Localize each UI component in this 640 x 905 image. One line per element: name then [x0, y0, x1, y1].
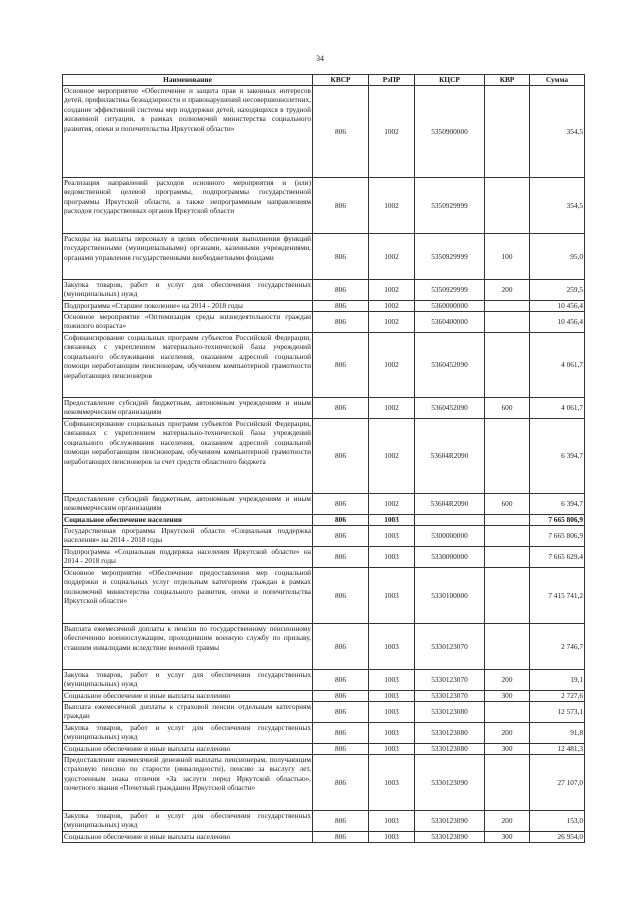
cell-kcsr: 53604R2090	[415, 494, 485, 515]
cell-kvsr: 806	[313, 744, 369, 755]
cell-rzpr: 1002	[369, 398, 415, 419]
cell-rzpr: 1003	[369, 526, 415, 547]
cell-rzpr: 1003	[369, 832, 415, 843]
cell-sum: 354,5	[530, 86, 585, 178]
cell-kcsr: 5300000000	[415, 526, 485, 547]
cell-sum: 259,5	[530, 280, 585, 301]
cell-sum: 2 746,7	[530, 624, 585, 670]
cell-name: Основное мероприятие «Обеспечение предоставления мер социальной поддержки и социальных услуг отдельным категориям граждан в рамках полномочий министерства социального развития, опеки и попечительства Иркутской области»	[63, 568, 313, 624]
cell-kcsr: 5330123070	[415, 670, 485, 691]
cell-kvsr: 806	[313, 301, 369, 312]
cell-sum: 12 573,1	[530, 702, 585, 723]
header-kcsr: КЦСР	[415, 75, 485, 86]
table-row	[63, 86, 585, 178]
cell-kcsr: 5360400000	[415, 312, 485, 333]
cell-kvsr: 806	[313, 280, 369, 301]
cell-kvsr: 806	[313, 691, 369, 702]
table-row	[63, 723, 585, 744]
cell-kcsr: 53604R2090	[415, 419, 485, 494]
table-header-row	[63, 75, 585, 86]
cell-name: Выплата ежемесячной доплаты к страховой пенсии отдельным категориям граждан	[63, 702, 313, 723]
page-number: 34	[316, 54, 324, 63]
table-row	[63, 398, 585, 419]
cell-kcsr: 5350929999	[415, 234, 485, 280]
table-row	[63, 419, 585, 494]
cell-name: Социальное обеспечение населения	[63, 515, 313, 526]
table-row	[63, 280, 585, 301]
cell-name: Предоставление субсидий бюджетным, автономным учреждениям и иным некоммерческим организациям	[63, 494, 313, 515]
cell-rzpr: 1003	[369, 723, 415, 744]
cell-kvr	[485, 755, 530, 811]
cell-name: Основное мероприятие «Оптимизация среды жизнедеятельности граждан пожилого возраста»	[63, 312, 313, 333]
cell-kvr	[485, 547, 530, 568]
cell-rzpr: 1002	[369, 301, 415, 312]
cell-kvsr: 806	[313, 419, 369, 494]
table-row	[63, 744, 585, 755]
table-row	[63, 494, 585, 515]
cell-kcsr	[415, 515, 485, 526]
cell-kcsr: 5350900000	[415, 86, 485, 178]
cell-kcsr: 5330123090	[415, 811, 485, 832]
cell-rzpr: 1003	[369, 755, 415, 811]
table-row	[63, 624, 585, 670]
table-row	[63, 702, 585, 723]
table-row	[63, 670, 585, 691]
cell-sum: 26 954,0	[530, 832, 585, 843]
cell-name: Подпрограмма «Социальная поддержка населения Иркутской области» на 2014 - 2018 годы	[63, 547, 313, 568]
cell-sum: 7 665 806,9	[530, 526, 585, 547]
table-row	[63, 178, 585, 234]
table-row	[63, 333, 585, 398]
cell-kcsr: 5330123080	[415, 702, 485, 723]
cell-name: Закупка товаров, работ и услуг для обеспечения государственных (муниципальных) нужд	[63, 280, 313, 301]
header-rzpr: РзПР	[369, 75, 415, 86]
cell-kvr: 300	[485, 832, 530, 843]
cell-kvsr: 806	[313, 515, 369, 526]
cell-sum: 4 061,7	[530, 398, 585, 419]
cell-kcsr: 5330100000	[415, 568, 485, 624]
cell-name: Социальное обеспечение и иные выплаты населению	[63, 832, 313, 843]
cell-kvr	[485, 515, 530, 526]
cell-sum: 6 394,7	[530, 494, 585, 515]
cell-rzpr: 1003	[369, 702, 415, 723]
cell-name: Предоставление субсидий бюджетным, автономным учреждениям и иным некоммерческим организациям	[63, 398, 313, 419]
cell-rzpr: 1003	[369, 670, 415, 691]
cell-kvsr: 806	[313, 312, 369, 333]
cell-kcsr: 5330123080	[415, 744, 485, 755]
cell-kvr	[485, 312, 530, 333]
cell-kvsr: 806	[313, 832, 369, 843]
cell-sum: 19,1	[530, 670, 585, 691]
cell-kvr	[485, 178, 530, 234]
cell-kvsr: 806	[313, 723, 369, 744]
cell-kcsr: 5330123070	[415, 691, 485, 702]
cell-kcsr: 5330123080	[415, 723, 485, 744]
cell-kvr	[485, 419, 530, 494]
table-row	[63, 811, 585, 832]
cell-rzpr: 1003	[369, 811, 415, 832]
table-row	[63, 301, 585, 312]
cell-kvr	[485, 86, 530, 178]
header-kvsr: КВСР	[313, 75, 369, 86]
cell-rzpr: 1003	[369, 547, 415, 568]
cell-kvr: 200	[485, 280, 530, 301]
cell-sum: 7 415 741,2	[530, 568, 585, 624]
cell-name: Софинансирование социальных программ субъектов Российской Федерации, связанных с укреплением материально-технической базы учреждений социального обслуживания населения, оказанием адресной социальной помощи неработающим пенсионерам, обучением компьютерной грамотности неработающих пенсионеров за счет средств областного бюджета	[63, 419, 313, 494]
cell-kvr: 100	[485, 234, 530, 280]
cell-name: Предоставление ежемесячной денежной выплаты пенсионерам, получающим страховую пенсию по старости (инвалидности), пенсию за выслугу лет, удостоенным знака отличия «За заслуги перед Иркутской областью», почетного звания «Почетный гражданин Иркутской области»	[63, 755, 313, 811]
cell-name: Социальное обеспечение и иные выплаты населению	[63, 691, 313, 702]
cell-kvsr: 806	[313, 86, 369, 178]
cell-kcsr: 5330000000	[415, 547, 485, 568]
cell-rzpr: 1002	[369, 333, 415, 398]
table-row	[63, 755, 585, 811]
cell-sum: 4 061,7	[530, 333, 585, 398]
cell-kvr: 300	[485, 691, 530, 702]
cell-kcsr: 5330123070	[415, 624, 485, 670]
cell-kvr	[485, 568, 530, 624]
cell-kcsr: 5360452090	[415, 398, 485, 419]
cell-kvsr: 806	[313, 702, 369, 723]
cell-kvr: 200	[485, 811, 530, 832]
cell-kvsr: 806	[313, 670, 369, 691]
cell-name: Выплата ежемесячной доплаты к пенсии по государственному пенсионному обеспечению военнослужащим, проходившим военную службу по призыву, ставшим инвалидами вследствие военной травмы	[63, 624, 313, 670]
cell-sum: 153,0	[530, 811, 585, 832]
table-row	[63, 515, 585, 526]
table-body	[63, 86, 585, 843]
cell-rzpr: 1003	[369, 624, 415, 670]
cell-sum: 95,0	[530, 234, 585, 280]
cell-kvr	[485, 702, 530, 723]
cell-kvr	[485, 526, 530, 547]
cell-kvr	[485, 301, 530, 312]
table-row	[63, 832, 585, 843]
table-row	[63, 234, 585, 280]
table-row	[63, 312, 585, 333]
cell-sum: 91,8	[530, 723, 585, 744]
cell-sum: 10 456,4	[530, 312, 585, 333]
cell-kvsr: 806	[313, 568, 369, 624]
cell-kvsr: 806	[313, 547, 369, 568]
cell-rzpr: 1002	[369, 86, 415, 178]
cell-kvsr: 806	[313, 624, 369, 670]
cell-kvr: 600	[485, 494, 530, 515]
cell-kcsr: 5360452090	[415, 333, 485, 398]
cell-rzpr: 1002	[369, 178, 415, 234]
cell-name: Закупка товаров, работ и услуг для обеспечения государственных (муниципальных) нужд	[63, 811, 313, 832]
header-name: Наименование	[63, 75, 313, 86]
cell-name: Основное мероприятие «Обеспечение и защита прав и законных интересов детей, профилактика безнадзорности и правонарушений несовершеннолетних, создание эффективной системы мер поддержки детей, находящихся в трудной жизненной ситуации, в рамках полномочий министерства социального развития, опеки и попечительства Иркутской области»	[63, 86, 313, 178]
cell-sum: 2 727,6	[530, 691, 585, 702]
cell-kcsr: 5360000000	[415, 301, 485, 312]
cell-rzpr: 1003	[369, 744, 415, 755]
cell-name: Закупка товаров, работ и услуг для обеспечения государственных (муниципальных) нужд	[63, 670, 313, 691]
cell-kvsr: 806	[313, 811, 369, 832]
cell-kvr: 600	[485, 398, 530, 419]
cell-rzpr: 1003	[369, 691, 415, 702]
cell-kvr	[485, 624, 530, 670]
cell-rzpr: 1002	[369, 312, 415, 333]
cell-rzpr: 1003	[369, 568, 415, 624]
table-row	[63, 568, 585, 624]
cell-sum: 12 481,3	[530, 744, 585, 755]
cell-kvr	[485, 333, 530, 398]
cell-sum: 354,5	[530, 178, 585, 234]
cell-name: Подпрограмма «Старшее поколение» на 2014 - 2018 годы	[63, 301, 313, 312]
cell-kvsr: 806	[313, 755, 369, 811]
header-kvr: КВР	[485, 75, 530, 86]
cell-kvr: 200	[485, 723, 530, 744]
cell-rzpr: 1002	[369, 419, 415, 494]
cell-kcsr: 5330123090	[415, 755, 485, 811]
cell-kvsr: 806	[313, 526, 369, 547]
cell-name: Социальное обеспечение и иные выплаты населению	[63, 744, 313, 755]
table-row	[63, 526, 585, 547]
cell-kvsr: 806	[313, 398, 369, 419]
cell-name: Реализация направлений расходов основного мероприятия и (или) ведомственной целевой программы, подпрограммы государственной программы Иркутской области, а также непрограммным направлениям расходов государственных органов Иркутской области	[63, 178, 313, 234]
cell-name: Расходы на выплаты персоналу в целях обеспечения выполнения функций государственными (муниципальными) органами, казенными учреждениями, органами управления государственными внебюджетными фондами	[63, 234, 313, 280]
cell-kvsr: 806	[313, 234, 369, 280]
cell-kvsr: 806	[313, 494, 369, 515]
header-sum: Сумма	[530, 75, 585, 86]
cell-kcsr: 5330123090	[415, 832, 485, 843]
cell-kvr: 300	[485, 744, 530, 755]
cell-sum: 6 394,7	[530, 419, 585, 494]
table-row	[63, 691, 585, 702]
cell-kvsr: 806	[313, 178, 369, 234]
cell-kcsr: 5350929999	[415, 178, 485, 234]
cell-sum: 7 665 629,4	[530, 547, 585, 568]
cell-rzpr: 1002	[369, 234, 415, 280]
cell-kvsr: 806	[313, 333, 369, 398]
cell-rzpr: 1002	[369, 280, 415, 301]
cell-kcsr: 5350929999	[415, 280, 485, 301]
cell-name: Софинансирование социальных программ субъектов Российской Федерации, связанных с укреплением материально-технической базы учреждений социального обслуживания населения, оказанием адресной социальной помощи неработающим пенсионерам, обучением компьютерной грамотности неработающих пенсионеров	[63, 333, 313, 398]
cell-sum: 10 456,4	[530, 301, 585, 312]
cell-name: Государственная программа Иркутской области «Социальная поддержка населения» на 2014 - 2018 годы	[63, 526, 313, 547]
table-row	[63, 547, 585, 568]
cell-name: Закупка товаров, работ и услуг для обеспечения государственных (муниципальных) нужд	[63, 723, 313, 744]
cell-sum: 7 665 806,9	[530, 515, 585, 526]
cell-rzpr: 1003	[369, 515, 415, 526]
budget-table	[62, 74, 585, 843]
cell-sum: 27 107,0	[530, 755, 585, 811]
cell-rzpr: 1002	[369, 494, 415, 515]
cell-kvr: 200	[485, 670, 530, 691]
